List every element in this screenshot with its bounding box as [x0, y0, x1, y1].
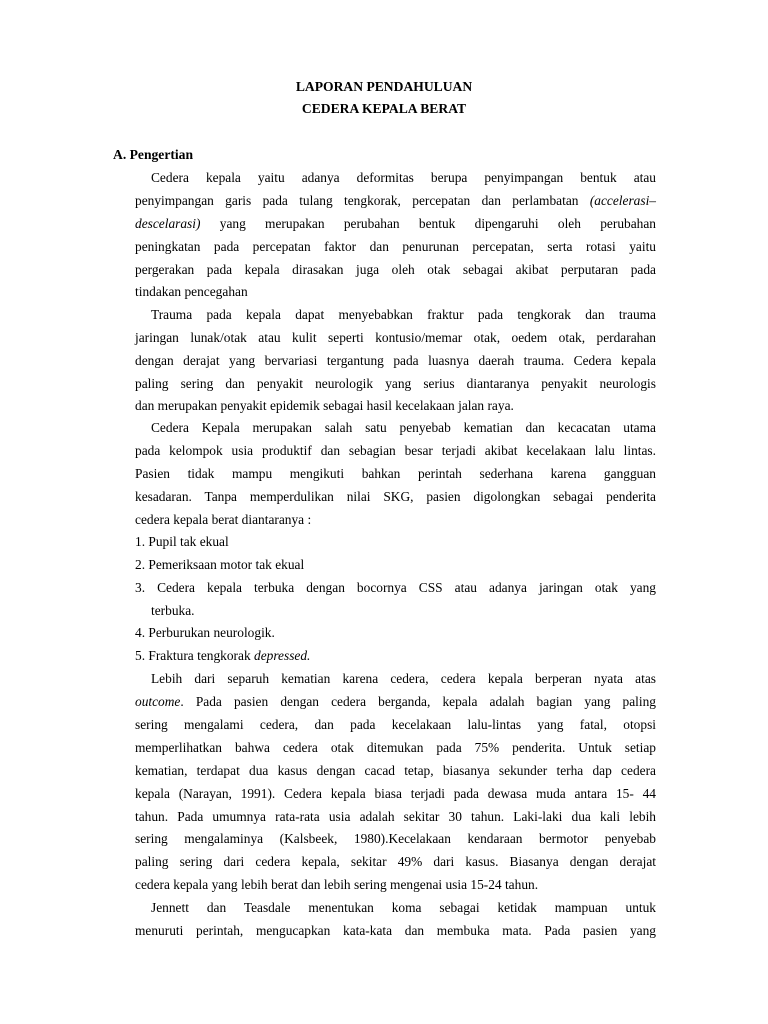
document-title: LAPORAN PENDAHULUAN — [295, 79, 473, 94]
paragraph-line: cedera kepala yang lebih berat dan lebih sering mengenai usia 15-24 tahun. — [135, 877, 539, 892]
list-item: 5. Fraktura tengkorak depressed. — [135, 648, 311, 663]
paragraph-line: jaringan lunak/otak atau kulit seperti kontusio/memar otak, oedem otak, perdarahan — [135, 330, 656, 345]
paragraph-line: cedera kepala berat diantaranya : — [135, 512, 312, 527]
paragraph-line: peningkatan pada percepatan faktor dan penurunan percepatan, serta rotasi yaitu — [135, 239, 656, 254]
paragraph-line: pergerakan pada kepala dirasakan juga oleh otak sebagai akibat perputaran pada — [135, 262, 656, 277]
paragraph-line: Cedera Kepala merupakan salah satu penyebab kematian dan kecacatan utama — [151, 420, 656, 435]
paragraph-line: memperlihatkan bahwa cedera otak ditemukan pada 75% penderita. Untuk setiap — [135, 740, 656, 755]
paragraph-line: dan merupakan penyakit epidemik sebagai hasil kecelakaan jalan raya. — [135, 398, 514, 413]
paragraph-line: pada kelompok usia produktif dan sebagian besar terjadi akibat kecelakaan lalu lintas. — [135, 443, 656, 458]
list-item: 2. Pemeriksaan motor tak ekual — [135, 557, 305, 572]
document-subtitle: CEDERA KEPALA BERAT — [301, 101, 467, 116]
paragraph-line: dengan derajat yang bervariasi tergantung pada luasnya daerah trauma. Cedera kepala — [135, 353, 656, 368]
paragraph-line: paling sering dan penyakit neurologik yang serius diantaranya penyakit neurologis — [135, 376, 656, 391]
paragraph-line: outcome. Pada pasien dengan cedera berganda, kepala adalah bagian yang paling — [135, 694, 656, 709]
paragraph-line: Pasien tidak mampu mengikuti bahkan perintah sederhana karena gangguan — [135, 466, 656, 481]
paragraph-line: tahun. Pada umumnya rata-rata usia adalah sekitar 30 tahun. Laki-laki dua kali lebih — [135, 809, 656, 824]
paragraph-line: Trauma pada kepala dapat menyebabkan fraktur pada tengkorak dan trauma — [151, 307, 656, 322]
paragraph-line: Cedera kepala yaitu adanya deformitas berupa penyimpangan bentuk atau — [151, 170, 656, 185]
section-heading: A. Pengertian — [113, 147, 194, 162]
paragraph-line: kepala (Narayan, 1991). Cedera kepala biasa terjadi pada dewasa muda antara 15- 44 — [135, 786, 656, 801]
paragraph-line: Jennett dan Teasdale menentukan koma sebagai ketidak mampuan untuk — [151, 900, 656, 915]
paragraph-line: kematian, terdapat dua kasus dengan cacad tetap, biasanya sekunder terha dap cedera — [135, 763, 656, 778]
paragraph-line: sering mengalami cedera, dan pada kecelakaan lalu-lintas yang fatal, otopsi — [135, 717, 656, 732]
paragraph-line: penyimpangan garis pada tulang tengkorak, percepatan dan perlambatan (accelerasi– — [135, 193, 656, 208]
list-item-continuation: terbuka. — [151, 603, 195, 618]
list-item: 4. Perburukan neurologik. — [135, 625, 275, 640]
list-item: 3. Cedera kepala terbuka dengan bocornya CSS atau adanya jaringan otak yang — [135, 580, 656, 595]
paragraph-line: Lebih dari separuh kematian karena cedera, cedera kepala berperan nyata atas — [151, 671, 656, 686]
paragraph-line: paling sering dari cedera kepala, sekitar 49% dari kasus. Biasanya dengan derajat — [135, 854, 656, 869]
paragraph-line: descelarasi) yang merupakan perubahan bentuk dipengaruhi oleh perubahan — [135, 216, 656, 231]
paragraph-line: kesadaran. Tanpa memperdulikan nilai SKG, pasien digolongkan sebagai penderita — [135, 489, 656, 504]
paragraph-line: sering mengalaminya (Kalsbeek, 1980).Kecelakaan kendaraan bermotor penyebab — [135, 831, 656, 846]
list-item: 1. Pupil tak ekual — [135, 534, 229, 549]
paragraph-line: tindakan pencegahan — [135, 284, 248, 299]
paragraph-line: menuruti perintah, mengucapkan kata-kata dan membuka mata. Pada pasien yang — [135, 923, 656, 938]
